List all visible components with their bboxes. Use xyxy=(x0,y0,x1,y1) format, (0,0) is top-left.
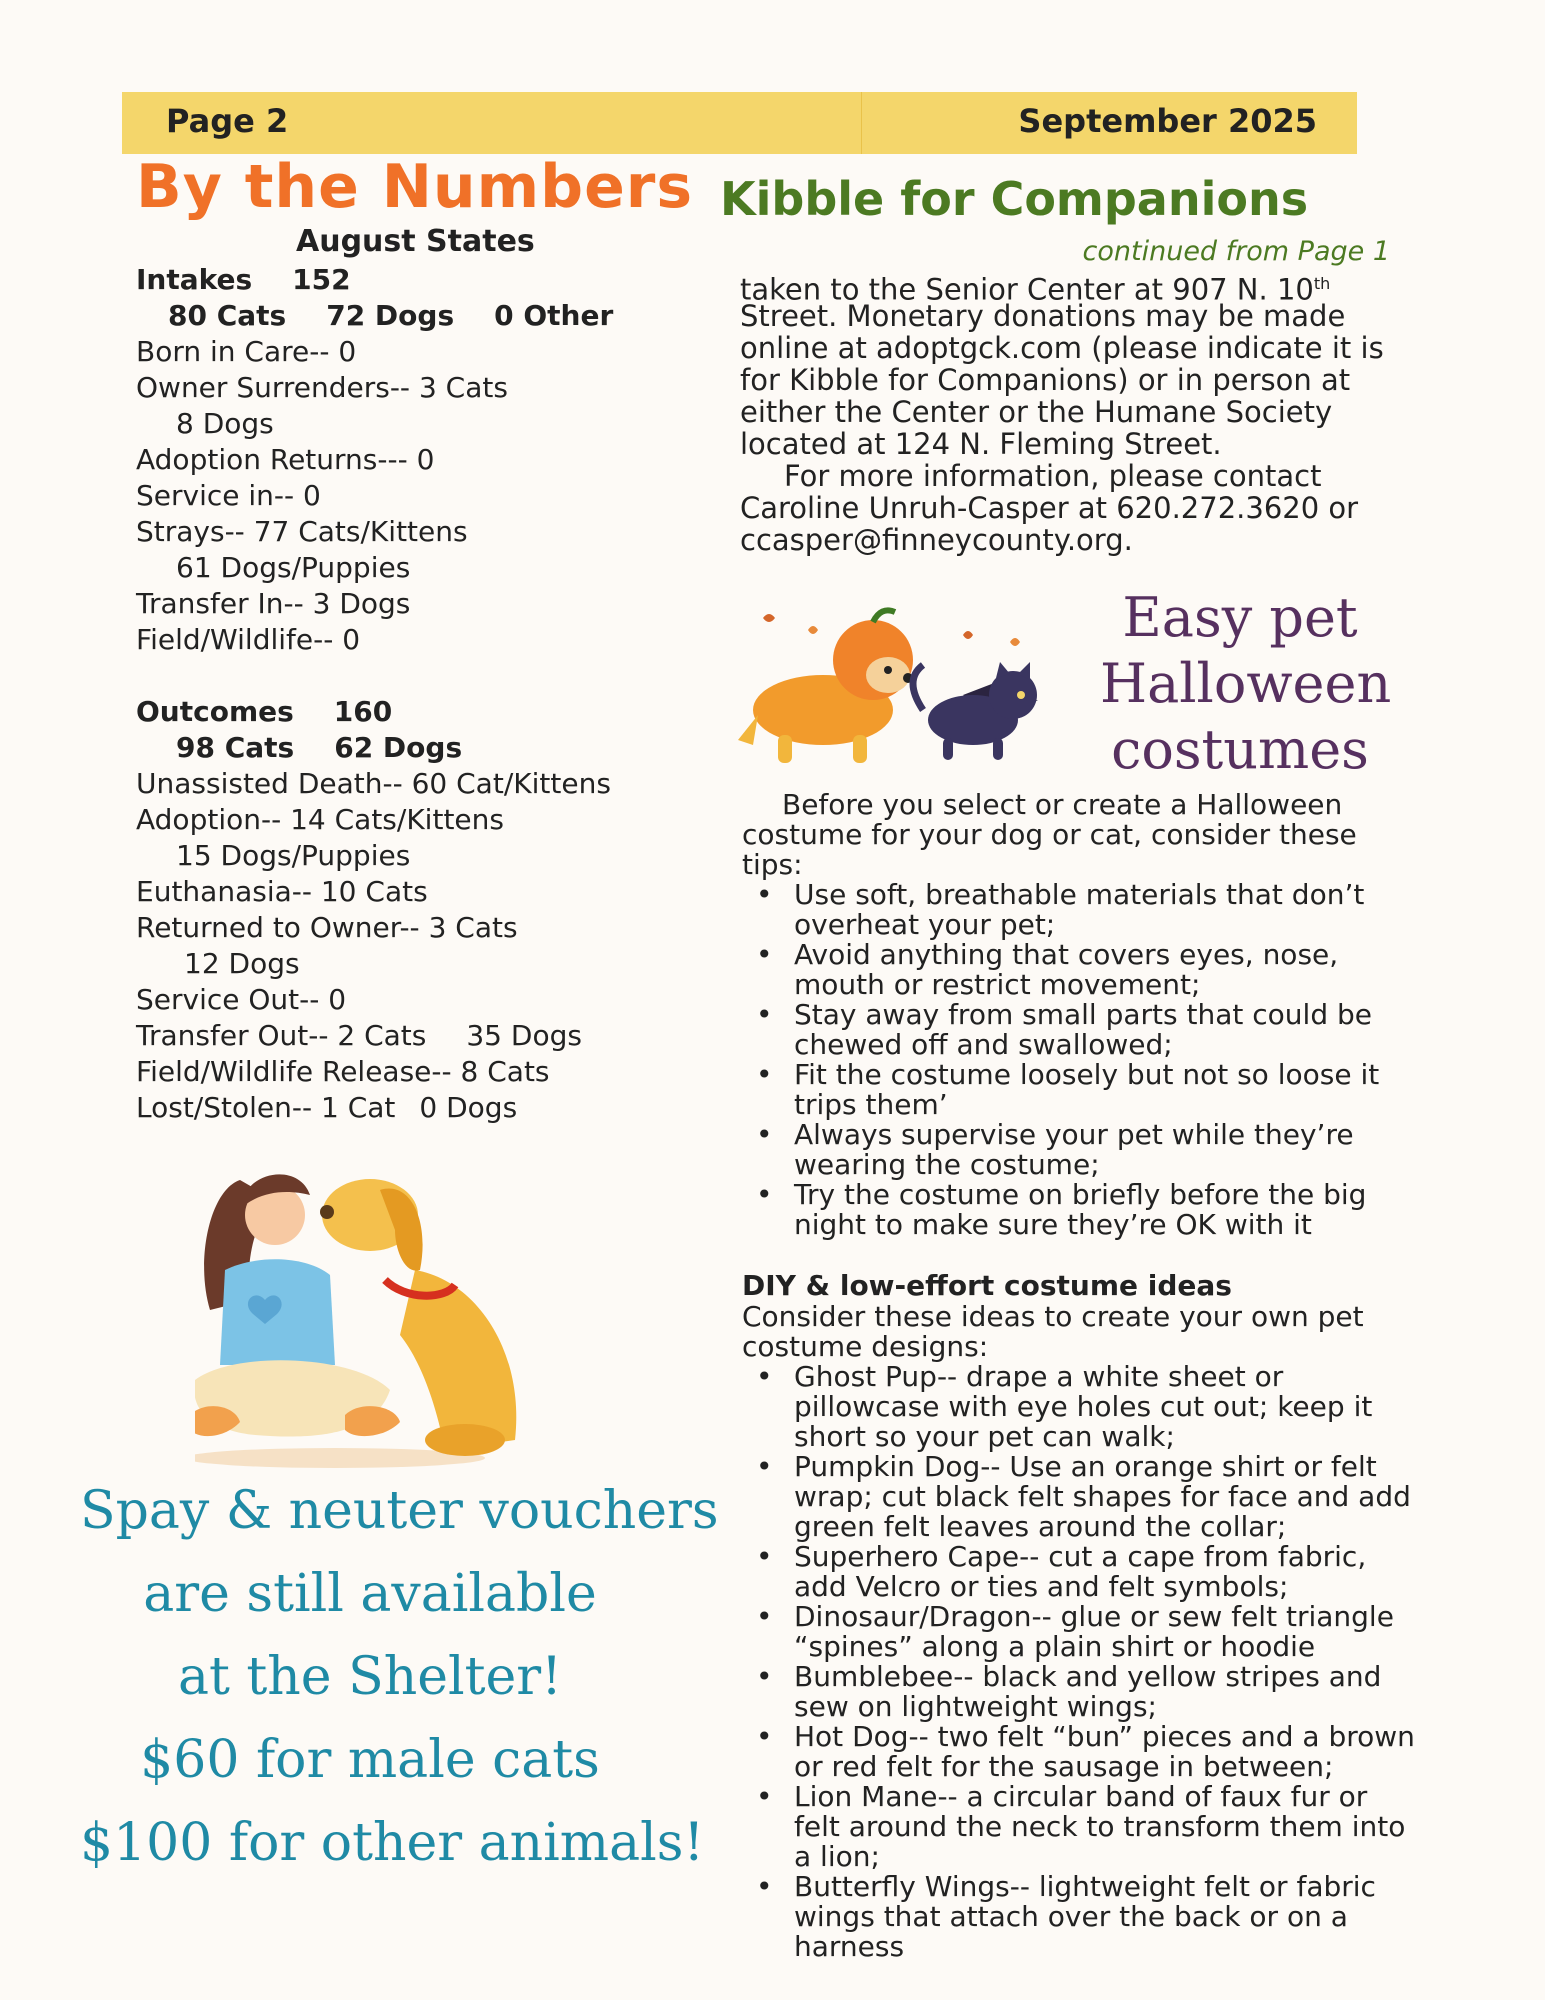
list-item: • Hot Dog-- two felt “bun” pieces and a brown or red felt for the sausage in between; xyxy=(742,1722,1422,1782)
kibble-title: Kibble for Companions xyxy=(720,172,1309,226)
halloween-title-line: Halloween xyxy=(1100,652,1392,715)
halloween-tips xyxy=(742,790,1422,1962)
intakes-cats: 80 Cats xyxy=(168,299,287,332)
lost-cats: Lost/Stolen-- 1 Cat xyxy=(136,1091,396,1124)
contact-line: Caroline Unruh-Casper at 620.272.3620 or xyxy=(740,491,1359,525)
list-item: • Superhero Cape-- cut a cape from fabric, add Velcro or ties and felt symbols; xyxy=(742,1542,1422,1602)
intakes-other: 0 Other xyxy=(494,299,614,332)
numbers-subtitle: August States xyxy=(296,224,535,259)
stat-line: Unassisted Death-- 60 Cat/Kittens xyxy=(136,767,611,800)
issue-date: September 2025 xyxy=(1018,102,1317,140)
stat-line: 12 Dogs xyxy=(184,947,300,980)
lost-dogs: 0 Dogs xyxy=(419,1091,518,1124)
halloween-title xyxy=(1100,585,1392,783)
stats-list xyxy=(136,262,696,1126)
diy-intro: Consider these ideas to create your own pet costume designs: xyxy=(742,1300,1364,1363)
page-header xyxy=(122,92,1357,154)
transfer-out-dogs: 35 Dogs xyxy=(466,1019,582,1052)
stat-line: Transfer In-- 3 Dogs xyxy=(136,587,411,620)
stat-line: Adoption Returns--- 0 xyxy=(136,443,435,476)
stat-line xyxy=(136,1018,696,1054)
stat-line xyxy=(136,1090,696,1126)
contact-line: For more information, please contact xyxy=(784,459,1322,493)
halloween-title-line: Easy pet xyxy=(1122,586,1358,649)
stat-line: 15 Dogs/Puppies xyxy=(176,839,411,872)
kibble-line: either the Center or the Humane Society xyxy=(740,395,1333,429)
stat-line: Field/Wildlife Release-- 8 Cats xyxy=(136,1055,550,1088)
voucher-line: Spay & neuter vouchers xyxy=(80,1481,719,1541)
outcomes-row xyxy=(136,694,696,730)
voucher-notice xyxy=(80,1470,719,1885)
intakes-label: Intakes xyxy=(136,263,253,296)
voucher-line: are still available xyxy=(143,1564,597,1624)
kibble-line: for Kibble for Companions) or in person at xyxy=(740,363,1351,397)
outcomes-breakdown xyxy=(136,730,696,766)
list-item: • Butterfly Wings-- lightweight felt or fabric wings that attach over the back or on a harness xyxy=(742,1872,1422,1962)
kibble-line xyxy=(740,268,1420,307)
ordinal-suffix: th xyxy=(1313,274,1331,293)
list-item: • Avoid anything that covers eyes, nose, mouth or restrict movement; xyxy=(742,940,1422,1000)
list-item: • Use soft, breathable materials that don’t overheat your pet; xyxy=(742,880,1422,940)
list-item: • Always supervise your pet while they’re wearing the costume; xyxy=(742,1120,1422,1180)
page-number: Page 2 xyxy=(166,102,289,140)
stat-line: Strays-- 77 Cats/Kittens xyxy=(136,515,468,548)
kibble-line: online at adoptgck.com (please indicate it is xyxy=(740,331,1384,365)
outcomes-cats: 98 Cats xyxy=(176,731,295,764)
voucher-line: at the Shelter! xyxy=(177,1647,563,1707)
list-item: • Dinosaur/Dragon-- glue or sew felt triangle “spines” along a plain shirt or hoodie xyxy=(742,1602,1422,1662)
voucher-line: $60 for male cats xyxy=(140,1730,600,1790)
voucher-line: $100 for other animals! xyxy=(80,1813,705,1873)
diy-heading: DIY & low-effort costume ideas xyxy=(742,1269,1232,1302)
list-item: • Pumpkin Dog-- Use an orange shirt or felt wrap; cut black felt shapes for face and add green felt leaves around the collar; xyxy=(742,1452,1422,1542)
list-item: • Bumblebee-- black and yellow stripes and sew on lightweight wings; xyxy=(742,1662,1422,1722)
kibble-line-start: taken to the Senior Center at 907 N. 10 xyxy=(740,272,1314,307)
outcomes-label: Outcomes xyxy=(136,695,294,728)
costumed-pets-illustration xyxy=(738,600,1108,770)
stat-line: Owner Surrenders-- 3 Cats xyxy=(136,371,508,404)
intakes-total: 152 xyxy=(292,263,351,296)
stat-line: Service in-- 0 xyxy=(136,479,321,512)
continued-note: continued from Page 1 xyxy=(1082,236,1390,267)
stat-line: Returned to Owner-- 3 Cats xyxy=(136,911,518,944)
ideas-list xyxy=(742,1362,1422,1962)
kibble-line: Street. Monetary donations may be made xyxy=(740,299,1346,333)
contact-line: ccasper@finneycounty.org. xyxy=(740,523,1133,557)
outcomes-dogs: 62 Dogs xyxy=(334,731,463,764)
stat-line: Service Out-- 0 xyxy=(136,983,347,1016)
transfer-out-cats: Transfer Out-- 2 Cats xyxy=(136,1019,427,1052)
list-item: • Lion Mane-- a circular band of faux fur or felt around the neck to transform them into a lion; xyxy=(742,1782,1422,1872)
list-item: • Ghost Pup-- drape a white sheet or pillowcase with eye holes cut out; keep it short so your pet can walk; xyxy=(742,1362,1422,1452)
halloween-title-line: costumes xyxy=(1111,718,1369,781)
kibble-line: located at 124 N. Fleming Street. xyxy=(740,427,1222,461)
outcomes-total: 160 xyxy=(333,695,393,728)
stat-line: 61 Dogs/Puppies xyxy=(176,551,411,584)
stat-line: Field/Wildlife-- 0 xyxy=(136,623,361,656)
stat-line: 8 Dogs xyxy=(176,407,274,440)
tips-list xyxy=(742,880,1422,1240)
header-divider xyxy=(861,92,862,154)
kibble-body xyxy=(740,268,1420,556)
girl-with-dog-illustration xyxy=(195,1160,525,1470)
intakes-dogs: 72 Dogs xyxy=(326,299,455,332)
intakes-breakdown xyxy=(136,298,696,334)
list-item: • Try the costume on briefly before the big night to make sure they’re OK with it xyxy=(742,1180,1422,1240)
tips-intro: Before you select or create a Halloween costume for your dog or cat, consider these tips: xyxy=(742,788,1357,881)
stat-line: Born in Care-- 0 xyxy=(136,335,357,368)
stat-line: Euthanasia-- 10 Cats xyxy=(136,875,428,908)
numbers-title: By the Numbers xyxy=(136,152,694,222)
list-item: • Fit the costume loosely but not so loose it trips them’ xyxy=(742,1060,1422,1120)
stat-line: Adoption-- 14 Cats/Kittens xyxy=(136,803,504,836)
list-item: • Stay away from small parts that could be chewed off and swallowed; xyxy=(742,1000,1422,1060)
intakes-row xyxy=(136,262,696,298)
